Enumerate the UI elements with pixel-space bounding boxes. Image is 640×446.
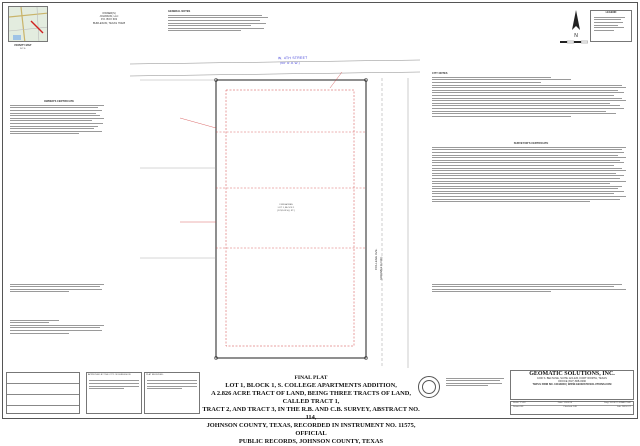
legend-title: LEGEND <box>605 11 617 14</box>
title-line-5: PUBLIC RECORDS, JOHNSON COUNTY, TEXAS <box>238 438 384 445</box>
scale-text: Scale: 1"=30' <box>513 402 526 404</box>
sheet-info <box>510 401 634 415</box>
company-address: 1600 S. BELTLINE, SUITE 124-226, FORT WORTH, TEXAS <box>537 377 607 380</box>
title-line-3: TRACT 2, AND TRACT 3, IN THE R.B. AND C.B. SURVEY, ABSTRACT NO. 114, <box>202 406 420 421</box>
notary-block <box>10 318 108 335</box>
vicinity-map-title: VICINITY MAP <box>14 44 32 47</box>
filed-strip <box>144 372 200 414</box>
lot-acres: 2.826 ACRES <box>279 204 293 206</box>
svg-text:N: N <box>574 33 578 38</box>
dwg-text: Dwg: 2019F77-FINAL PLAT <box>603 402 631 404</box>
company-block <box>510 370 634 400</box>
building-setback <box>226 90 354 346</box>
job-text: Job: 2019-177 <box>616 405 631 408</box>
date-text: Date: 12/03/19 <box>557 402 573 404</box>
lot-label <box>256 204 316 212</box>
owner-label: OWNER(S) <box>102 12 116 15</box>
title-label: FINAL PLAT <box>294 375 328 381</box>
city-notes-heading: CITY NOTES <box>432 72 448 75</box>
approved-label: APPROVED BY THE CITY OF BURLESON <box>88 374 131 376</box>
lot-boundary <box>216 80 366 358</box>
lot-name: LOT 1, BLOCK 1 <box>277 206 295 209</box>
owners-certificate <box>10 100 108 136</box>
dedication-block <box>10 282 108 294</box>
surveyor-certificate <box>432 142 630 204</box>
company-name: GEOMATIC SOLUTIONS, INC. <box>529 371 615 377</box>
title-line-2: A 2.826 ACRE TRACT OF LAND, BEING THREE TRACTS OF LAND, CALLED TRACT 1, <box>211 390 411 405</box>
lot-sqft: (123,103 SQ. FT.) <box>277 209 295 212</box>
vicinity-map-graphic <box>9 7 48 42</box>
east-street-name: COLLEGE AVE. <box>374 248 378 270</box>
top-notes <box>168 10 272 33</box>
north-street-name: W. 4TH STREET <box>277 55 308 61</box>
owner-address: P.O. BOX 603 <box>100 18 118 22</box>
plat-drawing <box>120 55 420 368</box>
title-line-1: LOT 1, BLOCK 1, S. COLLEGE APARTMENTS ADDITION, <box>225 382 397 389</box>
company-phone: OFFICE (817) 808-0390 <box>558 380 586 384</box>
seal-text <box>446 376 506 388</box>
signature-table <box>6 372 80 414</box>
north-street-row: (60' R.O.W.) <box>280 61 301 65</box>
approval-block <box>432 282 630 294</box>
vicinity-map <box>8 6 48 42</box>
surveyor-heading: SURVEYOR'S CERTIFICATE <box>513 142 549 145</box>
east-street-row: (VARIABLE R.O.W.) <box>380 256 383 280</box>
owner-city: BURLESON, TEXAS 76028 <box>92 21 126 25</box>
notes-heading: GENERAL NOTES <box>168 10 191 13</box>
title-line-4: JOHNSON COUNTY, TEXAS, RECORDED IN INSTRUMENT NO. 11575, OFFICIAL <box>206 422 416 437</box>
company-firm: TBPLS FIRM NO. 10193848 | WWW.GEOMATICSOLUTIONS.COM <box>532 383 612 387</box>
owner-name: JOHNSON, LLC <box>99 15 119 19</box>
vicinity-map-scale: N.T.S. <box>20 48 26 50</box>
title-block <box>202 374 420 446</box>
legend-box <box>590 10 632 42</box>
checked-text: Checked: SJK <box>563 405 578 408</box>
bar-scale <box>560 40 588 46</box>
filed-label: PLAT RECEIVED: <box>146 374 164 376</box>
surveyor-seal <box>418 376 440 398</box>
owner-block <box>84 12 134 25</box>
approval-strip <box>86 372 142 414</box>
city-notes <box>432 72 630 118</box>
drawn-text: Drawn: RF <box>513 405 524 408</box>
owners-certificate-heading: OWNER'S CERTIFICATE <box>44 100 74 103</box>
north-arrow-icon <box>566 8 586 38</box>
